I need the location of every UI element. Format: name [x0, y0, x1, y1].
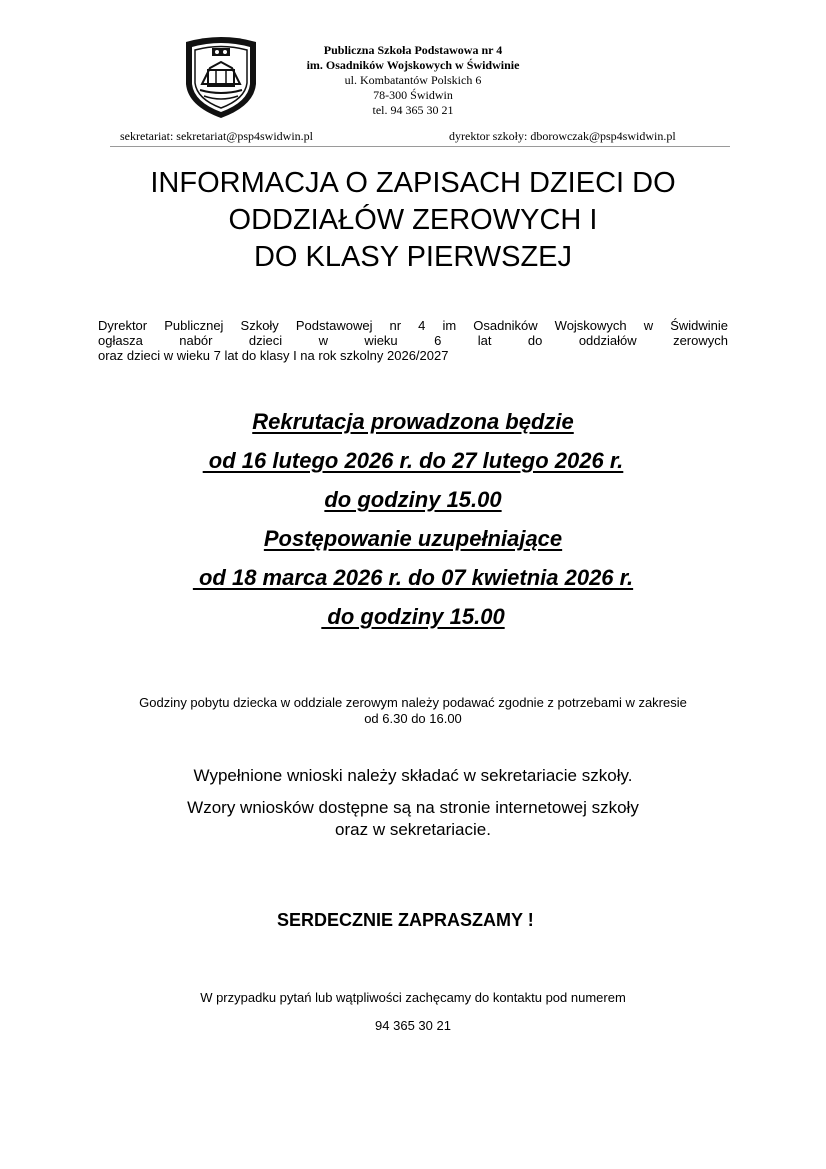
school-city: 78-300 Świdwin: [373, 88, 453, 102]
intro-paragraph: [98, 318, 728, 363]
supplementary-heading: Postępowanie uzupełniające: [263, 526, 563, 551]
hours-note-line-1: Godziny pobytu dziecka w oddziale zerowym należy podawać zgodnie z potrzebami w zakresie: [139, 695, 687, 710]
hours-note: [0, 695, 826, 727]
recruitment-dates: od 16 lutego 2026 r. do 27 lutego 2026 r.: [202, 448, 624, 473]
intro-line-2: ogłasza nabór dzieci w wieku 6 lat do oddziałów zerowych: [98, 333, 728, 348]
intro-line-1: Dyrektor Publicznej Szkoły Podstawowej nr 4 im Osadników Wojskowych w Świdwinie: [98, 318, 728, 333]
supplementary-deadline-hour: do godziny 15.00: [321, 604, 505, 629]
application-line-1: Wypełnione wnioski należy składać w sekretariacie szkoły.: [193, 766, 633, 785]
title-line-3: DO KLASY PIERWSZEJ: [253, 241, 573, 273]
recruitment-heading: Rekrutacja prowadzona będzie: [252, 409, 574, 434]
application-line-3: oraz w sekretariacie.: [335, 820, 491, 839]
director-email: dyrektor szkoły: dborowczak@psp4swidwin.pl: [449, 129, 676, 143]
school-name: Publiczna Szkoła Podstawowa nr 4: [323, 43, 503, 57]
title-line-2: ODDZIAŁÓW ZEROWYCH I: [228, 204, 598, 236]
school-crest-icon: [180, 34, 262, 120]
invitation-text: SERDECZNIE ZAPRASZAMY !: [277, 910, 534, 930]
page-title: [0, 165, 826, 276]
school-patron: im. Osadników Wojskowych w Świdwinie: [306, 58, 520, 72]
contact-phone: 94 365 30 21: [375, 1018, 451, 1033]
contact-note: W przypadku pytań lub wątpliwości zachęcamy do kontaktu pod numerem: [200, 990, 626, 1005]
school-phone: tel. 94 365 30 21: [372, 103, 454, 117]
recruitment-schedule: [0, 402, 826, 636]
secretariat-email: sekretariat: sekretariat@psp4swidwin.pl: [120, 129, 313, 143]
supplementary-dates: od 18 marca 2026 r. do 07 kwietnia 2026 r.: [192, 565, 634, 590]
school-street: ul. Kombatantów Polskich 6: [344, 73, 482, 87]
letterhead-divider: [110, 146, 730, 147]
application-info: [0, 765, 826, 841]
intro-line-3: oraz dzieci w wieku 7 lat do klasy I na rok szkolny 2026/2027: [98, 348, 449, 363]
application-line-2: Wzory wniosków dostępne są na stronie internetowej szkoły: [187, 798, 639, 817]
hours-note-line-2: od 6.30 do 16.00: [364, 711, 462, 726]
recruitment-deadline-hour: do godziny 15.00: [324, 487, 502, 512]
title-line-1: INFORMACJA O ZAPISACH DZIECI DO: [150, 167, 676, 199]
